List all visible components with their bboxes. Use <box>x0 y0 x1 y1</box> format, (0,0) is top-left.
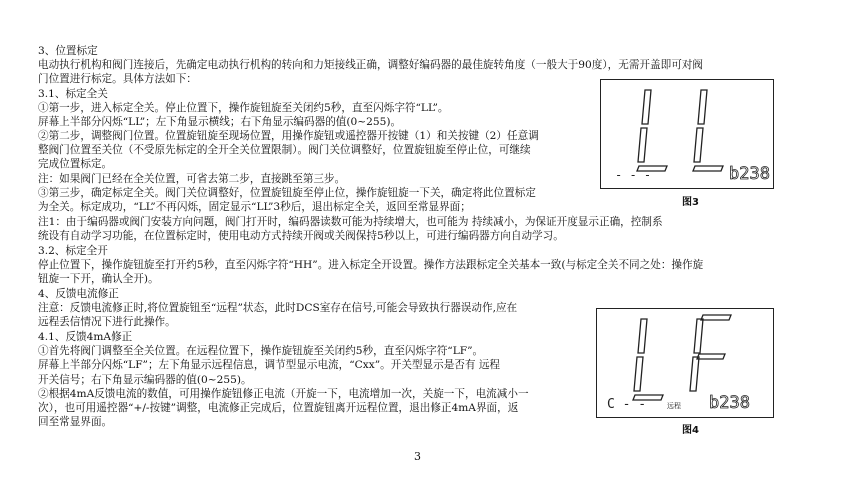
paragraph-line: ③第三步，确定标定全关。阀门关位调整好，位置旋钮旋至停止位，操作旋钮旋一下关，确定将此位置标定 <box>38 187 536 199</box>
paragraph-line: ①首先将阀门调整至全关位置。在远程位置下，操作旋钮旋至关闭约5秒，直至闪烁字符“LF”。 <box>38 345 484 357</box>
lcd-big-letter-l <box>637 90 723 171</box>
figure3-caption: 图3 <box>682 197 699 208</box>
subsection-heading: 3.1、标定全关 <box>38 88 108 100</box>
lcd-left-dashes <box>615 168 651 182</box>
paragraph-line: 停止位置下，操作旋钮旋至打开约5秒，直至闪烁字符“HH”。进入标定全开设置。操作方法跟标定全关基本一致(与标定全关不同之处：操作旋 <box>38 259 704 271</box>
lcd-segments-ll <box>601 80 773 188</box>
svg-text:b238: b238 <box>709 393 750 413</box>
note-line: 注：如果阀门已经在全关位置，可省去第二步，直接跳至第三步。 <box>38 173 346 185</box>
lcd-remote-label <box>667 401 681 410</box>
paragraph-line: ②根据4mA反馈电流的数值，可用操作旋钮修正电流（开旋一下，电流增加一次，关旋一下，电流减小一 <box>38 388 529 400</box>
section-heading: 3、位置标定 <box>38 45 98 57</box>
page-number: 3 <box>414 450 421 463</box>
paragraph-line: 门位置进行标定。具体方法如下： <box>38 73 197 85</box>
paragraph-line: 整阀门位置至关位（不受原先标定的全开全关位置限制）。阀门关位调整好，位置旋钮旋至停止位，可继续 <box>38 144 531 156</box>
svg-text:- - -: - - - <box>615 168 652 182</box>
lcd-big-letter-l <box>633 319 663 400</box>
subsection-heading: 3.2、标定全开 <box>38 245 108 257</box>
svg-text:b238: b238 <box>729 164 770 184</box>
figure3-lcd-display <box>600 79 774 189</box>
figure4-lcd-display <box>596 308 774 418</box>
note-line: 注1：由于编码器或阀门安装方向问题，阀门打开时，编码器读数可能为持续增大，也可能为 持续减小，为保证开度显示正确，控制系 <box>38 216 663 228</box>
section-heading: 4、反馈电流修正 <box>38 288 119 300</box>
paragraph-line: 屏幕上半部分闪烁“LF”；左下角显示远程信息，调节型显示电流，“Cxx”。开关型显示是否有 远程 <box>38 359 501 371</box>
paragraph-line: 回至常显界面。 <box>38 416 113 428</box>
svg-text:远程: 远程 <box>667 402 681 410</box>
paragraph-line: 次），也可用遥控器“+/-按键”调整，电流修正完成后，位置旋钮离开远程位置，退出修正4mA界面，返 <box>38 402 519 414</box>
note-line: 注意：反馈电流修正时,将位置旋钮至“远程”状态，此时DCS室存在信号,可能会导致执行器误动作,应在 <box>38 302 518 314</box>
lcd-big-letter-f <box>690 315 731 391</box>
figure4-caption: 图4 <box>682 425 699 436</box>
paragraph-line: 统设有自动学习功能，在位置标定时，使用电动方式持续开阀或关阀保持5秒以上，可进行编码器方向自动学习。 <box>38 230 564 242</box>
subsection-heading: 4.1、反馈4mA修正 <box>38 331 133 343</box>
paragraph-line: 为全关。标定成功，“LL”不再闪烁，固定显示“LL”3秒后，退出标定全关，返回至常显界面； <box>38 201 471 213</box>
lcd-left-current <box>607 397 646 412</box>
paragraph-line: ②第二步，调整阀门位置。位置旋钮旋至现场位置，用操作旋钮或遥控器开按键（1）和关按键（2）任意调 <box>38 130 539 142</box>
svg-text:C - -: C - - <box>607 397 647 412</box>
lcd-right-digits <box>709 393 750 413</box>
paragraph-line: 钮旋一下开，确认全开)。 <box>38 273 159 285</box>
lcd-right-digits <box>729 164 770 184</box>
paragraph-line: 完成位置标定。 <box>38 158 113 170</box>
paragraph-line: 远程丢信情况下进行此操作。 <box>38 316 176 328</box>
paragraph-line: 开关信号；右下角显示编码器的值(0~255)。 <box>38 374 252 386</box>
paragraph-line: ①第一步，进入标定全关。停止位置下，操作旋钮旋至关闭约5秒，直至闪烁字符“LL”。 <box>38 102 449 114</box>
lcd-segments-lf <box>597 309 773 417</box>
paragraph-line: 电动执行机构和阀门连接后，先确定电动执行机构的转向和力矩接线正确，调整好编码器的最佳旋转角度（一般大于90度），无需开盖即可对阀 <box>38 59 703 71</box>
paragraph-line: 屏幕上半部分闪烁“LL”；左下角显示横线；右下角显示编码器的值(0~255)。 <box>38 116 402 128</box>
